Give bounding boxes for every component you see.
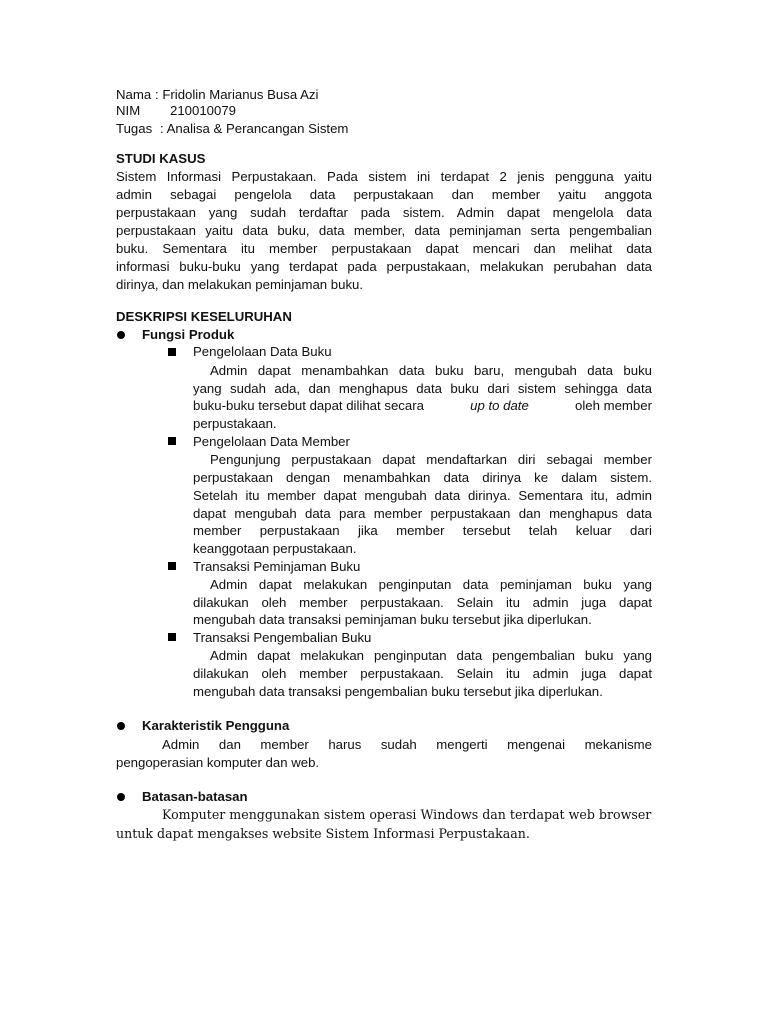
bullet-circle-icon [117, 331, 125, 339]
karakteristik-line: pengoperasian komputer dan web. [116, 755, 320, 770]
studi-kasus-line: perpustakaan yaitu data buku, data member, data peminjaman serta pengembalian [116, 223, 652, 238]
deskripsi-heading: DESKRIPSI KESELURUHAN [116, 309, 292, 324]
studi-kasus-line: admin sebagai pengelola data perpustakaan dan member yaitu anggota [116, 187, 652, 202]
item-line: perpustakaan dengan menambahkan data dirinya ke dalam sistem. [193, 470, 652, 485]
bullet-square-icon [168, 633, 176, 641]
item-line-pre: buku-buku tersebut dapat dilihat secara [193, 398, 424, 413]
tugas-label: Tugas [116, 121, 153, 136]
nim-value: 210010079 [170, 103, 237, 118]
item-line-italic: up to date [470, 398, 529, 413]
karakteristik-title: Karakteristik Pengguna [142, 718, 290, 733]
item-line: Admin dapat menambahkan data buku baru, mengubah data buku [210, 363, 652, 378]
item-line: mengubah data transaksi peminjaman buku tersebut jika diperlukan. [193, 612, 592, 627]
studi-kasus-line: buku. Sementara itu member perpustakaan dapat mencari dan melihat data [116, 241, 652, 256]
item-line: perpustakaan. [193, 416, 277, 431]
batasan-line: untuk dapat mengakses website Sistem Informasi Perpustakaan. [116, 826, 530, 841]
nama-value: : Fridolin Marianus Busa Azi [155, 87, 319, 102]
item-title-data-member: Pengelolaan Data Member [193, 434, 350, 449]
item-line: yang sudah ada, dan menghapus data buku dari sistem sehingga data [193, 381, 652, 396]
item-line: Admin dapat melakukan penginputan data pengembalian buku yang [210, 648, 652, 663]
item-line: Setelah itu member dapat mengubah data dirinya. Sementara itu, admin [193, 488, 652, 503]
karakteristik-line: Admin dan member harus sudah mengerti mengenai mekanisme [162, 737, 652, 752]
item-line-post: oleh member [575, 398, 652, 413]
item-line: Admin dapat melakukan penginputan data peminjaman buku yang [210, 577, 652, 592]
item-line: Pengunjung perpustakaan dapat mendaftarkan diri sebagai member [210, 452, 652, 467]
studi-kasus-line: Sistem Informasi Perpustakaan. Pada sistem ini terdapat 2 jenis pengguna yaitu [116, 169, 652, 184]
studi-kasus-line: dirinya, dan melakukan peminjaman buku. [116, 277, 364, 292]
tugas-value: : Analisa & Perancangan Sistem [160, 121, 349, 136]
bullet-square-icon [168, 348, 176, 356]
studi-kasus-heading: STUDI KASUS [116, 151, 206, 166]
item-line-mixed [193, 397, 652, 415]
item-line: mengubah data transaksi pengembalian buku tersebut jika diperlukan. [193, 684, 603, 699]
item-title-data-buku: Pengelolaan Data Buku [193, 344, 332, 359]
item-line: dapat mengubah data para member perpustakaan dan menghapus data [193, 506, 652, 521]
nim-label: NIM [116, 103, 141, 118]
bullet-square-icon [168, 437, 176, 445]
item-title-peminjaman: Transaksi Peminjaman Buku [193, 559, 361, 574]
nama-label: Nama [116, 87, 152, 102]
item-title-pengembalian: Transaksi Pengembalian Buku [193, 630, 372, 645]
item-line: dilakukan oleh member perpustakaan. Selain itu admin juga dapat [193, 595, 652, 610]
item-line: dilakukan oleh member perpustakaan. Selain itu admin juga dapat [193, 666, 652, 681]
batasan-title: Batasan-batasan [142, 789, 248, 804]
bullet-square-icon [168, 562, 176, 570]
batasan-line: Komputer menggunakan sistem operasi Windows dan terdapat web browser [162, 807, 652, 822]
studi-kasus-line: informasi buku-buku yang terdapat pada perpustakaan, melakukan perubahan data [116, 259, 652, 274]
item-line: keanggotaan perpustakaan. [193, 541, 357, 556]
item-line: member perpustakaan jika member tersebut telah keluar dari [193, 523, 652, 538]
bullet-circle-icon [117, 722, 125, 730]
fungsi-produk-title: Fungsi Produk [142, 327, 235, 342]
bullet-circle-icon [117, 793, 125, 801]
studi-kasus-line: perpustakaan yang sudah terdaftar pada sistem. Admin dapat mengelola data [116, 205, 652, 220]
